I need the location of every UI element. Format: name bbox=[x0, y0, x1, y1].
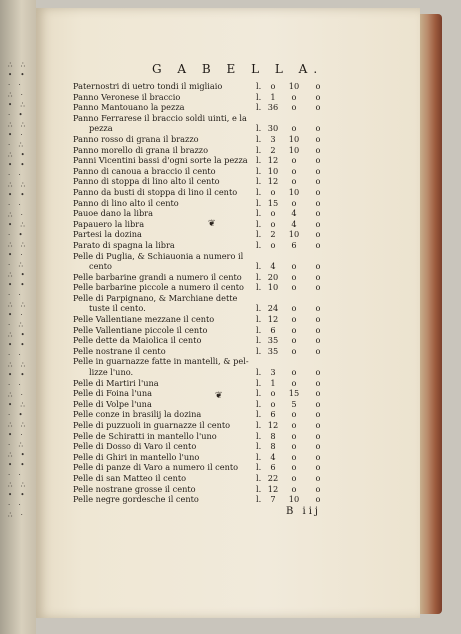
tariff-row bbox=[73, 420, 345, 431]
value-soldi: o bbox=[291, 155, 297, 166]
unit-mark: l. bbox=[256, 218, 262, 229]
value-lire: 2 bbox=[270, 144, 276, 155]
tariff-row bbox=[73, 494, 345, 505]
value-soldi: 4 bbox=[291, 208, 297, 219]
item-description: tuste il cento. bbox=[89, 303, 146, 314]
value-soldi: o bbox=[291, 483, 297, 494]
tariff-row bbox=[73, 356, 345, 367]
unit-mark: l. bbox=[256, 239, 262, 250]
item-description: Panno di lino alto il cento bbox=[73, 197, 179, 208]
page-heading: G A B E L L A. bbox=[152, 62, 324, 76]
item-description: Panno morello di grana il brazzo bbox=[73, 144, 209, 155]
value-denari: o bbox=[315, 282, 321, 293]
value-denari: o bbox=[315, 123, 321, 134]
tariff-row bbox=[73, 113, 345, 124]
value-denari: o bbox=[315, 91, 321, 102]
unit-mark: l. bbox=[256, 483, 262, 494]
value-soldi: o bbox=[291, 377, 297, 388]
value-soldi: o bbox=[291, 345, 297, 356]
tariff-list bbox=[73, 81, 345, 505]
value-soldi: o bbox=[291, 430, 297, 441]
item-description: Panno Mantouano la pezza bbox=[73, 102, 185, 113]
item-description: Pelle di puzzuoli in guarnazze il cento bbox=[73, 420, 231, 430]
item-description: Pelle Vallentiane mezzane il cento bbox=[73, 314, 215, 325]
tariff-row bbox=[73, 452, 345, 463]
tariff-row bbox=[73, 176, 345, 187]
value-lire: o bbox=[270, 398, 276, 409]
value-soldi: o bbox=[291, 367, 297, 378]
item-description: Pauoe dano la libra bbox=[73, 208, 153, 219]
unit-mark: l. bbox=[256, 123, 262, 134]
item-description: Panno di canoua a braccio il cento bbox=[73, 165, 216, 176]
unit-mark: l. bbox=[256, 335, 262, 346]
value-soldi: o bbox=[291, 282, 297, 293]
unit-mark: l. bbox=[256, 451, 262, 462]
value-soldi: o bbox=[291, 314, 297, 325]
tariff-row bbox=[73, 346, 345, 357]
value-soldi: o bbox=[291, 420, 297, 430]
value-soldi: o bbox=[291, 123, 297, 134]
unit-mark: l. bbox=[256, 398, 262, 409]
item-description: Pelle conze in brasilij la dozina bbox=[73, 409, 202, 420]
value-lire: o bbox=[270, 208, 276, 219]
tariff-row bbox=[73, 240, 345, 251]
value-lire: 1 bbox=[270, 91, 276, 102]
value-lire: 6 bbox=[270, 409, 276, 420]
unit-mark: l. bbox=[256, 472, 262, 483]
value-soldi: 4 bbox=[291, 218, 297, 229]
unit-mark: l. bbox=[256, 102, 262, 113]
unit-mark: l. bbox=[256, 303, 262, 314]
value-soldi: o bbox=[291, 324, 297, 335]
value-soldi: o bbox=[291, 102, 297, 113]
value-soldi: 5 bbox=[291, 398, 297, 409]
value-soldi: o bbox=[291, 472, 297, 483]
value-lire: 4 bbox=[270, 261, 276, 272]
item-description: Pelle dette da Maiolica il cento bbox=[73, 335, 202, 346]
value-lire: o bbox=[270, 186, 276, 197]
tariff-row bbox=[73, 314, 345, 325]
value-soldi: 10 bbox=[288, 144, 300, 155]
tariff-row bbox=[73, 473, 345, 484]
printer-mark-ornament: ❦ bbox=[208, 219, 216, 229]
tariff-row bbox=[73, 145, 345, 156]
tariff-row bbox=[73, 187, 345, 198]
value-denari: o bbox=[315, 483, 321, 494]
value-soldi: 10 bbox=[288, 133, 300, 144]
value-lire: 35 bbox=[267, 345, 279, 356]
left-page-fragment: ∴ ∴ • • · · ∴ · • ∴ · • ∴ ∴ • · · ∴ ∴ • • • · · ∴ ∴ • • · · ∴ · • ∴ · • ∴ ∴ • · · ∴ ∴ • • • · · ∴ ∴ • · · ∴ ∴ • • • · · ∴ ∴ • • · · ∴ · • ∴ · • ∴ ∴ • · · ∴ ∴ • • • · · ∴ ∴ • • · · ∴ · bbox=[8, 61, 29, 519]
value-denari: o bbox=[315, 197, 321, 208]
unit-mark: l. bbox=[256, 388, 262, 399]
value-denari: o bbox=[315, 335, 321, 346]
value-denari: o bbox=[315, 420, 321, 430]
value-lire: 12 bbox=[267, 483, 279, 494]
value-lire: 36 bbox=[267, 102, 279, 113]
tariff-row bbox=[73, 92, 345, 103]
left-page-edge bbox=[0, 0, 36, 634]
value-denari: o bbox=[315, 388, 321, 399]
value-lire: 12 bbox=[267, 420, 279, 430]
value-denari: o bbox=[315, 186, 321, 197]
value-denari: o bbox=[315, 81, 321, 91]
value-denari: o bbox=[315, 261, 321, 272]
value-lire: 6 bbox=[270, 462, 276, 473]
item-description: Pelle di Dosso di Varo il cento bbox=[73, 441, 197, 452]
unit-mark: l. bbox=[256, 197, 262, 208]
value-soldi: o bbox=[291, 335, 297, 346]
item-description: Papauero la libra bbox=[73, 218, 145, 229]
value-lire: 22 bbox=[267, 472, 279, 483]
unit-mark: l. bbox=[256, 494, 262, 505]
value-lire: 15 bbox=[267, 197, 279, 208]
item-description: Partesi la dozina bbox=[73, 229, 142, 240]
value-denari: o bbox=[315, 165, 321, 176]
value-lire: 30 bbox=[267, 123, 279, 134]
tariff-row bbox=[73, 251, 345, 262]
value-soldi: o bbox=[291, 451, 297, 462]
item-description: Panno Veronese il braccio bbox=[73, 91, 181, 102]
tariff-row bbox=[73, 261, 345, 272]
item-description: Pelle negre gordesche il cento bbox=[73, 494, 199, 505]
tariff-row bbox=[73, 367, 345, 378]
unit-mark: l. bbox=[256, 261, 262, 272]
value-denari: o bbox=[315, 155, 321, 166]
value-lire: 35 bbox=[267, 335, 279, 346]
unit-mark: l. bbox=[256, 367, 262, 378]
value-lire: 1 bbox=[270, 377, 276, 388]
item-description: Pelle di panze di Varo a numero il cento bbox=[73, 462, 239, 473]
item-description: Panno da busti di stoppa di lino il cento bbox=[73, 186, 238, 197]
unit-mark: l. bbox=[256, 81, 262, 91]
unit-mark: l. bbox=[256, 133, 262, 144]
value-lire: 4 bbox=[270, 451, 276, 462]
tariff-row bbox=[73, 81, 345, 92]
value-soldi: 15 bbox=[288, 388, 300, 399]
item-description: Panno rosso di grana il brazzo bbox=[73, 133, 199, 144]
value-denari: o bbox=[315, 462, 321, 473]
value-denari: o bbox=[315, 102, 321, 113]
value-denari: o bbox=[315, 441, 321, 452]
tariff-row bbox=[73, 399, 345, 410]
unit-mark: l. bbox=[256, 176, 262, 187]
value-denari: o bbox=[315, 451, 321, 462]
unit-mark: l. bbox=[256, 186, 262, 197]
printer-mark-ornament-2: ❦ bbox=[215, 391, 223, 401]
value-soldi: 10 bbox=[288, 494, 300, 505]
item-description: Pelle barbarine piccole a numero il cento bbox=[73, 282, 244, 293]
value-soldi: o bbox=[291, 303, 297, 314]
value-denari: o bbox=[315, 314, 321, 325]
value-lire: 3 bbox=[270, 367, 276, 378]
value-denari: o bbox=[315, 133, 321, 144]
unit-mark: l. bbox=[256, 462, 262, 473]
tariff-row bbox=[73, 303, 345, 314]
tariff-row bbox=[73, 166, 345, 177]
unit-mark: l. bbox=[256, 377, 262, 388]
value-denari: o bbox=[315, 229, 321, 240]
item-description: Pelle di Ghiri in mantello l'uno bbox=[73, 451, 200, 462]
item-description: Paternostri di uetro tondi il migliaio bbox=[73, 81, 223, 91]
value-lire: 7 bbox=[270, 494, 276, 505]
unit-mark: l. bbox=[256, 144, 262, 155]
value-lire: 24 bbox=[267, 303, 279, 314]
tariff-row bbox=[73, 325, 345, 336]
tariff-row bbox=[73, 102, 345, 113]
value-lire: o bbox=[270, 81, 276, 91]
value-soldi: o bbox=[291, 441, 297, 452]
value-lire: 3 bbox=[270, 133, 276, 144]
value-denari: o bbox=[315, 303, 321, 314]
item-description: Panni Vicentini bassi d'ogni sorte la pezza bbox=[73, 155, 248, 166]
value-denari: o bbox=[315, 144, 321, 155]
signature-mark: B iij bbox=[286, 506, 322, 517]
value-denari: o bbox=[315, 218, 321, 229]
unit-mark: l. bbox=[256, 282, 262, 293]
tariff-row bbox=[73, 378, 345, 389]
value-soldi: 10 bbox=[288, 186, 300, 197]
item-description: Pelle de Schiratti in mantello l'uno bbox=[73, 430, 217, 441]
unit-mark: l. bbox=[256, 271, 262, 282]
tariff-row bbox=[73, 229, 345, 240]
item-description: lizze l'uno. bbox=[89, 367, 134, 378]
item-description: Pelle di Parpignano, & Marchiane dette bbox=[73, 292, 238, 303]
value-soldi: o bbox=[291, 409, 297, 420]
unit-mark: l. bbox=[256, 229, 262, 240]
unit-mark: l. bbox=[256, 441, 262, 452]
value-lire: 6 bbox=[270, 324, 276, 335]
value-denari: o bbox=[315, 398, 321, 409]
tariff-row bbox=[73, 123, 345, 134]
value-denari: o bbox=[315, 239, 321, 250]
value-soldi: o bbox=[291, 271, 297, 282]
value-lire: 12 bbox=[267, 176, 279, 187]
item-description: Pelle nostrane grosse il cento bbox=[73, 483, 196, 494]
unit-mark: l. bbox=[256, 91, 262, 102]
item-description: Panno di stoppa di lino alto il cento bbox=[73, 176, 220, 187]
value-denari: o bbox=[315, 324, 321, 335]
value-lire: 20 bbox=[267, 271, 279, 282]
unit-mark: l. bbox=[256, 155, 262, 166]
value-soldi: 6 bbox=[291, 239, 297, 250]
item-description: Pelle in guarnazze fatte in mantelli, & pel- bbox=[73, 356, 249, 367]
unit-mark: l. bbox=[256, 208, 262, 219]
unit-mark: l. bbox=[256, 165, 262, 176]
book-fore-edge bbox=[420, 14, 442, 614]
item-description: Parato di spagna la libra bbox=[73, 239, 175, 250]
tariff-row bbox=[73, 293, 345, 304]
value-denari: o bbox=[315, 377, 321, 388]
tariff-row bbox=[73, 441, 345, 452]
value-lire: 10 bbox=[267, 282, 279, 293]
unit-mark: l. bbox=[256, 409, 262, 420]
value-lire: o bbox=[270, 388, 276, 399]
unit-mark: l. bbox=[256, 324, 262, 335]
item-description: Pelle di Volpe l'una bbox=[73, 398, 152, 409]
value-denari: o bbox=[315, 176, 321, 187]
tariff-row bbox=[73, 335, 345, 346]
value-denari: o bbox=[315, 472, 321, 483]
value-lire: 2 bbox=[270, 229, 276, 240]
item-description: pezza bbox=[89, 123, 113, 134]
item-description: Pelle di san Matteo il cento bbox=[73, 472, 187, 483]
item-description: Pelle di Martiri l'una bbox=[73, 377, 159, 388]
value-lire: 8 bbox=[270, 441, 276, 452]
item-description: Pelle barbarine grandi a numero il cento bbox=[73, 271, 242, 282]
tariff-row bbox=[73, 431, 345, 442]
unit-mark: l. bbox=[256, 314, 262, 325]
value-denari: o bbox=[315, 367, 321, 378]
value-denari: o bbox=[315, 271, 321, 282]
value-soldi: o bbox=[291, 176, 297, 187]
value-denari: o bbox=[315, 409, 321, 420]
tariff-row bbox=[73, 198, 345, 209]
tariff-row bbox=[73, 282, 345, 293]
item-description: Panno Ferrarese il braccio soldi uinti, e la bbox=[73, 112, 247, 123]
value-lire: o bbox=[270, 218, 276, 229]
value-lire: 8 bbox=[270, 430, 276, 441]
tariff-row bbox=[73, 484, 345, 495]
value-soldi: o bbox=[291, 91, 297, 102]
value-lire: 12 bbox=[267, 155, 279, 166]
value-denari: o bbox=[315, 345, 321, 356]
value-soldi: o bbox=[291, 197, 297, 208]
value-soldi: o bbox=[291, 462, 297, 473]
item-description: Pelle di Puglia, & Schiauonia a numero il bbox=[73, 250, 244, 261]
unit-mark: l. bbox=[256, 345, 262, 356]
tariff-row bbox=[73, 409, 345, 420]
item-description: Pelle di Foina l'una bbox=[73, 388, 152, 399]
value-lire: o bbox=[270, 239, 276, 250]
tariff-row bbox=[73, 272, 345, 283]
value-lire: 10 bbox=[267, 165, 279, 176]
tariff-row bbox=[73, 208, 345, 219]
value-soldi: 10 bbox=[288, 81, 300, 91]
value-soldi: o bbox=[291, 165, 297, 176]
tariff-row bbox=[73, 388, 345, 399]
value-denari: o bbox=[315, 494, 321, 505]
item-description: Pelle nostrane il cento bbox=[73, 345, 166, 356]
unit-mark: l. bbox=[256, 430, 262, 441]
value-denari: o bbox=[315, 208, 321, 219]
item-description: cento bbox=[89, 261, 112, 272]
tariff-row bbox=[73, 134, 345, 145]
value-lire: 12 bbox=[267, 314, 279, 325]
value-soldi: o bbox=[291, 261, 297, 272]
item-description: Pelle Vallentiane piccole il cento bbox=[73, 324, 208, 335]
unit-mark: l. bbox=[256, 420, 262, 430]
value-soldi: 10 bbox=[288, 229, 300, 240]
value-denari: o bbox=[315, 430, 321, 441]
tariff-row bbox=[73, 155, 345, 166]
tariff-row bbox=[73, 462, 345, 473]
